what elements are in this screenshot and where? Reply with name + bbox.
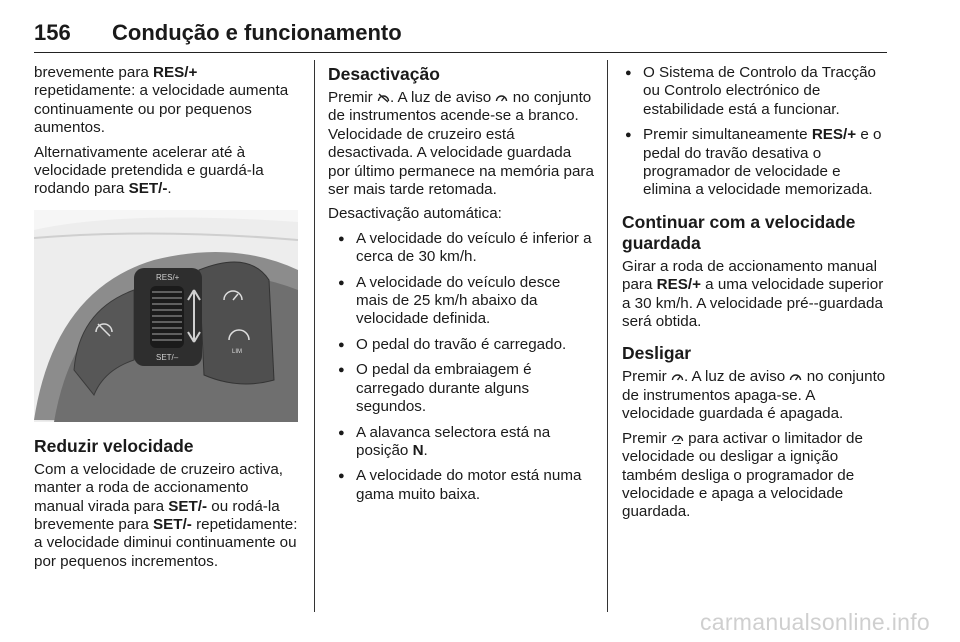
paragraph: Com a velocidade de cruzeiro activa, manter a roda de accionamento manual virada para SET/- ou rodá-la brevemente para SET/- repetidamente: a velocidade diminui continuamente ou por pequenos incrementos.	[34, 460, 298, 570]
paragraph: brevemente para RES/+ repetidamente: a velocidade aumenta continuamente ou por pequenos aumentos.	[34, 64, 289, 137]
page-number: 156	[34, 20, 71, 45]
column-divider	[607, 60, 608, 612]
cruise-off-icon	[377, 92, 390, 103]
column-1	[34, 64, 300, 577]
heading: Continuar com a velocidade guardada	[622, 211, 856, 253]
speed-limiter-icon	[671, 433, 684, 444]
lim-label: LIM	[232, 348, 243, 355]
list-item: ● A velocidade do motor está numa gama muito baixa.	[328, 467, 594, 504]
heading: Reduzir velocidade	[34, 435, 194, 456]
watermark: carmanualsonline.info	[699, 609, 930, 635]
heading: Desligar	[622, 343, 692, 364]
steering-wheel-controls-image	[34, 210, 298, 422]
list-item: ● O pedal da embraiagem é carregado durante alguns segundos.	[328, 361, 594, 416]
heading: Desactivação	[328, 64, 440, 84]
res-label: RES/+	[156, 272, 180, 282]
paragraph: Premir . A luz de aviso no conjunto de instrumentos acende-se a branco. Velocidade de cruzeiro está desactivada. A velocidade guardada por último permanece na memória para ser mais tarde retomada.	[328, 89, 594, 199]
column-2	[328, 64, 594, 511]
list-item: ● O pedal do travão é carregado.	[328, 336, 594, 354]
page-header	[34, 14, 887, 53]
list-item: ● Premir simultaneamente RES/+ e o pedal do travão desativa o programador de velocidade e elimina a velocidade memorizada.	[622, 126, 888, 200]
column-divider	[314, 60, 315, 612]
column-3	[622, 64, 888, 528]
paragraph: Premir . A luz de aviso no conjunto de instrumentos apaga-se. A velocidade guardada é apagada.	[622, 368, 886, 423]
paragraph: Desactivação automática:	[328, 205, 502, 223]
list-item: ● A alavanca selectora está na posição N.	[328, 424, 594, 461]
paragraph: Premir para activar o limitador de velocidade ou desligar a ignição também desliga o programador de velocidade e apaga a velocidade guardada.	[622, 429, 863, 521]
bullet-list	[328, 230, 594, 504]
bullet-list	[622, 64, 888, 200]
page-title: Condução e funcionamento	[112, 20, 402, 45]
cruise-indicator-icon	[671, 371, 684, 382]
paragraph: Girar a roda de accionamento manual para RES/+ a uma velocidade superior a 30 km/h. A velocidade pré--guardada será obtida.	[622, 257, 884, 331]
cruise-indicator-icon	[495, 92, 508, 103]
set-label: SET/–	[156, 352, 179, 362]
paragraph: Alternativamente acelerar até à velocidade pretendida e guardá-la rodando para SET/-.	[34, 143, 264, 198]
cruise-indicator-icon	[789, 371, 802, 382]
list-item: ● A velocidade do veículo é inferior a cerca de 30 km/h.	[328, 230, 594, 267]
list-item: ● A velocidade do veículo desce mais de 25 km/h abaixo da velocidade definida.	[328, 274, 594, 329]
list-item: ● O Sistema de Controlo da Tracção ou Controlo electrónico de estabilidade está a funcionar.	[622, 64, 888, 119]
